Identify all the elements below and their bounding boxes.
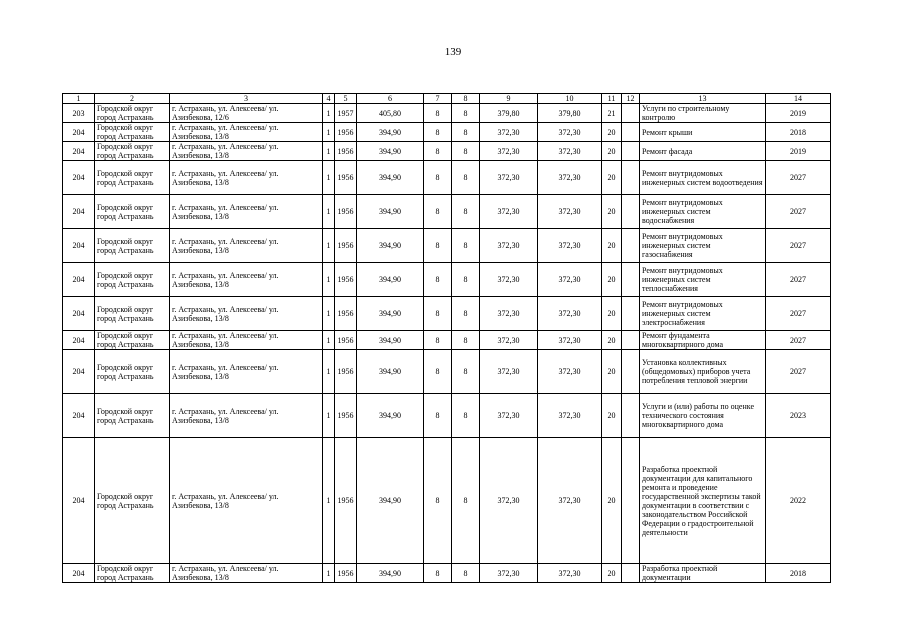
col-10-area-cell: 379,80 [538,104,602,123]
col-8-value-cell: 8 [452,195,480,229]
col-8-value-cell: 8 [452,438,480,564]
col-8-value-cell: 8 [452,104,480,123]
column-header: 2 [95,94,170,104]
planned-year-cell: 2027 [766,161,831,195]
col-10-area-cell: 372,30 [538,161,602,195]
col-4-value-cell: 1 [323,104,335,123]
municipality-cell: Городской округ город Астрахань [95,263,170,297]
col-9-area-cell: 372,30 [480,350,538,394]
address-cell: г. Астрахань, ул. Алексеева/ ул. Азизбекова, 13/8 [170,195,323,229]
municipality-cell: Городской округ город Астрахань [95,123,170,142]
work-type-cell: Ремонт фундамента многоквартирного дома [640,331,766,350]
col-9-area-cell: 372,30 [480,564,538,583]
table-row [63,297,831,331]
col-4-value-cell: 1 [323,297,335,331]
col-7-value-cell: 8 [424,297,452,331]
municipality-cell: Городской округ город Астрахань [95,229,170,263]
total-area-cell: 394,90 [357,394,424,438]
table-row [63,263,831,297]
col-7-value-cell: 8 [424,104,452,123]
table-row [63,195,831,229]
address-cell: г. Астрахань, ул. Алексеева/ ул. Азизбекова, 13/8 [170,142,323,161]
col-7-value-cell: 8 [424,331,452,350]
col-4-value-cell: 1 [323,564,335,583]
col-10-area-cell: 372,30 [538,438,602,564]
build-year-cell: 1956 [335,263,357,297]
row-number-cell: 204 [63,161,95,195]
col-11-value-cell: 21 [602,104,622,123]
municipality-cell: Городской округ город Астрахань [95,142,170,161]
col-7-value-cell: 8 [424,438,452,564]
build-year-cell: 1956 [335,142,357,161]
column-header: 1 [63,94,95,104]
municipality-cell: Городской округ город Астрахань [95,161,170,195]
planned-year-cell: 2023 [766,394,831,438]
col-10-area-cell: 372,30 [538,123,602,142]
total-area-cell: 394,90 [357,161,424,195]
col-4-value-cell: 1 [323,438,335,564]
col-11-value-cell: 20 [602,438,622,564]
build-year-cell: 1956 [335,161,357,195]
col-12-value-cell [622,331,640,350]
table-header-row [63,94,831,104]
col-4-value-cell: 1 [323,394,335,438]
col-9-area-cell: 372,30 [480,229,538,263]
planned-year-cell: 2018 [766,123,831,142]
work-type-cell: Услуги по строительному контролю [640,104,766,123]
build-year-cell: 1956 [335,123,357,142]
column-header: 4 [323,94,335,104]
row-number-cell: 204 [63,123,95,142]
col-7-value-cell: 8 [424,142,452,161]
col-7-value-cell: 8 [424,123,452,142]
col-7-value-cell: 8 [424,161,452,195]
col-12-value-cell [622,195,640,229]
total-area-cell: 394,90 [357,350,424,394]
work-type-cell: Ремонт внутридомовых инженерных систем водоснабжения [640,195,766,229]
col-10-area-cell: 372,30 [538,564,602,583]
col-8-value-cell: 8 [452,564,480,583]
column-header: 13 [640,94,766,104]
row-number-cell: 204 [63,331,95,350]
total-area-cell: 394,90 [357,142,424,161]
municipality-cell: Городской округ город Астрахань [95,331,170,350]
col-12-value-cell [622,564,640,583]
col-9-area-cell: 372,30 [480,142,538,161]
col-9-area-cell: 372,30 [480,263,538,297]
build-year-cell: 1956 [335,331,357,350]
work-type-cell: Ремонт внутридомовых инженерных систем электроснабжения [640,297,766,331]
total-area-cell: 394,90 [357,229,424,263]
address-cell: г. Астрахань, ул. Алексеева/ ул. Азизбекова, 13/8 [170,564,323,583]
work-type-cell: Ремонт внутридомовых инженерных систем водоотведения [640,161,766,195]
col-11-value-cell: 20 [602,142,622,161]
municipality-cell: Городской округ город Астрахань [95,394,170,438]
planned-year-cell: 2018 [766,564,831,583]
col-12-value-cell [622,104,640,123]
total-area-cell: 394,90 [357,564,424,583]
build-year-cell: 1956 [335,350,357,394]
column-header: 5 [335,94,357,104]
col-8-value-cell: 8 [452,297,480,331]
planned-year-cell: 2027 [766,195,831,229]
col-4-value-cell: 1 [323,331,335,350]
col-11-value-cell: 20 [602,229,622,263]
planned-year-cell: 2022 [766,438,831,564]
address-cell: г. Астрахань, ул. Алексеева/ ул. Азизбекова, 13/8 [170,297,323,331]
column-header: 10 [538,94,602,104]
col-10-area-cell: 372,30 [538,331,602,350]
col-10-area-cell: 372,30 [538,297,602,331]
work-type-cell: Разработка проектной документации [640,564,766,583]
municipality-cell: Городской округ город Астрахань [95,350,170,394]
col-4-value-cell: 1 [323,350,335,394]
table-row [63,564,831,583]
col-9-area-cell: 372,30 [480,297,538,331]
municipality-cell: Городской округ город Астрахань [95,195,170,229]
col-12-value-cell [622,142,640,161]
total-area-cell: 394,90 [357,438,424,564]
municipality-cell: Городской округ город Астрахань [95,104,170,123]
col-12-value-cell [622,438,640,564]
row-number-cell: 204 [63,438,95,564]
work-type-cell: Ремонт внутридомовых инженерных систем теплоснабжения [640,263,766,297]
col-9-area-cell: 379,80 [480,104,538,123]
build-year-cell: 1956 [335,564,357,583]
col-11-value-cell: 20 [602,195,622,229]
work-type-cell: Разработка проектной документации для капитального ремонта и проведение государственной экспертизы такой документации в соответствии с законодательством Российской Федерации о градостроительной деятельности [640,438,766,564]
table-row [63,394,831,438]
planned-year-cell: 2027 [766,263,831,297]
build-year-cell: 1956 [335,438,357,564]
col-4-value-cell: 1 [323,229,335,263]
col-12-value-cell [622,297,640,331]
col-11-value-cell: 20 [602,297,622,331]
row-number-cell: 203 [63,104,95,123]
address-cell: г. Астрахань, ул. Алексеева/ ул. Азизбекова, 13/8 [170,123,323,142]
table-row [63,331,831,350]
column-header: 8 [452,94,480,104]
col-12-value-cell [622,263,640,297]
work-type-cell: Ремонт фасада [640,142,766,161]
col-11-value-cell: 20 [602,123,622,142]
col-4-value-cell: 1 [323,142,335,161]
col-12-value-cell [622,229,640,263]
work-type-cell: Ремонт внутридомовых инженерных систем газоснабжения [640,229,766,263]
row-number-cell: 204 [63,564,95,583]
capital-repair-table [62,93,831,583]
planned-year-cell: 2019 [766,142,831,161]
col-4-value-cell: 1 [323,161,335,195]
address-cell: г. Астрахань, ул. Алексеева/ ул. Азизбекова, 13/8 [170,331,323,350]
planned-year-cell: 2027 [766,331,831,350]
col-8-value-cell: 8 [452,229,480,263]
col-9-area-cell: 372,30 [480,438,538,564]
col-8-value-cell: 8 [452,263,480,297]
planned-year-cell: 2027 [766,297,831,331]
row-number-cell: 204 [63,195,95,229]
total-area-cell: 394,90 [357,297,424,331]
municipality-cell: Городской округ город Астрахань [95,297,170,331]
col-11-value-cell: 20 [602,161,622,195]
col-12-value-cell [622,161,640,195]
planned-year-cell: 2027 [766,350,831,394]
col-4-value-cell: 1 [323,123,335,142]
col-12-value-cell [622,350,640,394]
municipality-cell: Городской округ город Астрахань [95,564,170,583]
col-4-value-cell: 1 [323,263,335,297]
total-area-cell: 394,90 [357,331,424,350]
col-12-value-cell [622,394,640,438]
col-8-value-cell: 8 [452,123,480,142]
address-cell: г. Астрахань, ул. Алексеева/ ул. Азизбекова, 12/6 [170,104,323,123]
col-11-value-cell: 20 [602,564,622,583]
address-cell: г. Астрахань, ул. Алексеева/ ул. Азизбекова, 13/8 [170,229,323,263]
planned-year-cell: 2019 [766,104,831,123]
col-12-value-cell [622,123,640,142]
column-header: 12 [622,94,640,104]
col-7-value-cell: 8 [424,229,452,263]
col-10-area-cell: 372,30 [538,229,602,263]
col-10-area-cell: 372,30 [538,350,602,394]
col-8-value-cell: 8 [452,161,480,195]
total-area-cell: 394,90 [357,263,424,297]
row-number-cell: 204 [63,263,95,297]
column-header: 7 [424,94,452,104]
address-cell: г. Астрахань, ул. Алексеева/ ул. Азизбекова, 13/8 [170,263,323,297]
col-7-value-cell: 8 [424,564,452,583]
table-row [63,142,831,161]
address-cell: г. Астрахань, ул. Алексеева/ ул. Азизбекова, 13/8 [170,350,323,394]
work-type-cell: Ремонт крыши [640,123,766,142]
col-9-area-cell: 372,30 [480,331,538,350]
col-11-value-cell: 20 [602,394,622,438]
row-number-cell: 204 [63,142,95,161]
col-10-area-cell: 372,30 [538,394,602,438]
total-area-cell: 394,90 [357,123,424,142]
table-row [63,229,831,263]
total-area-cell: 405,80 [357,104,424,123]
col-10-area-cell: 372,30 [538,142,602,161]
column-header: 14 [766,94,831,104]
col-8-value-cell: 8 [452,142,480,161]
col-7-value-cell: 8 [424,195,452,229]
row-number-cell: 204 [63,229,95,263]
build-year-cell: 1956 [335,297,357,331]
col-9-area-cell: 372,30 [480,394,538,438]
municipality-cell: Городской округ город Астрахань [95,438,170,564]
col-9-area-cell: 372,30 [480,161,538,195]
row-number-cell: 204 [63,350,95,394]
table-row [63,123,831,142]
total-area-cell: 394,90 [357,195,424,229]
col-10-area-cell: 372,30 [538,195,602,229]
table-row [63,161,831,195]
col-8-value-cell: 8 [452,350,480,394]
page-number: 139 [444,46,462,58]
col-11-value-cell: 20 [602,263,622,297]
address-cell: г. Астрахань, ул. Алексеева/ ул. Азизбекова, 13/8 [170,161,323,195]
col-9-area-cell: 372,30 [480,195,538,229]
build-year-cell: 1956 [335,394,357,438]
table-row [63,104,831,123]
col-7-value-cell: 8 [424,263,452,297]
col-10-area-cell: 372,30 [538,263,602,297]
column-header: 3 [170,94,323,104]
col-7-value-cell: 8 [424,350,452,394]
row-number-cell: 204 [63,394,95,438]
col-8-value-cell: 8 [452,331,480,350]
planned-year-cell: 2027 [766,229,831,263]
work-type-cell: Установка коллективных (общедомовых) приборов учета потребления тепловой энергии [640,350,766,394]
column-header: 6 [357,94,424,104]
build-year-cell: 1957 [335,104,357,123]
col-11-value-cell: 20 [602,350,622,394]
col-4-value-cell: 1 [323,195,335,229]
row-number-cell: 204 [63,297,95,331]
address-cell: г. Астрахань, ул. Алексеева/ ул. Азизбекова, 13/8 [170,438,323,564]
col-9-area-cell: 372,30 [480,123,538,142]
col-7-value-cell: 8 [424,394,452,438]
address-cell: г. Астрахань, ул. Алексеева/ ул. Азизбекова, 13/8 [170,394,323,438]
table-row [63,438,831,564]
table-row [63,350,831,394]
column-header: 11 [602,94,622,104]
work-type-cell: Услуги и (или) работы по оценке технического состояния многоквартирного дома [640,394,766,438]
column-header: 9 [480,94,538,104]
col-8-value-cell: 8 [452,394,480,438]
build-year-cell: 1956 [335,229,357,263]
col-11-value-cell: 20 [602,331,622,350]
build-year-cell: 1956 [335,195,357,229]
